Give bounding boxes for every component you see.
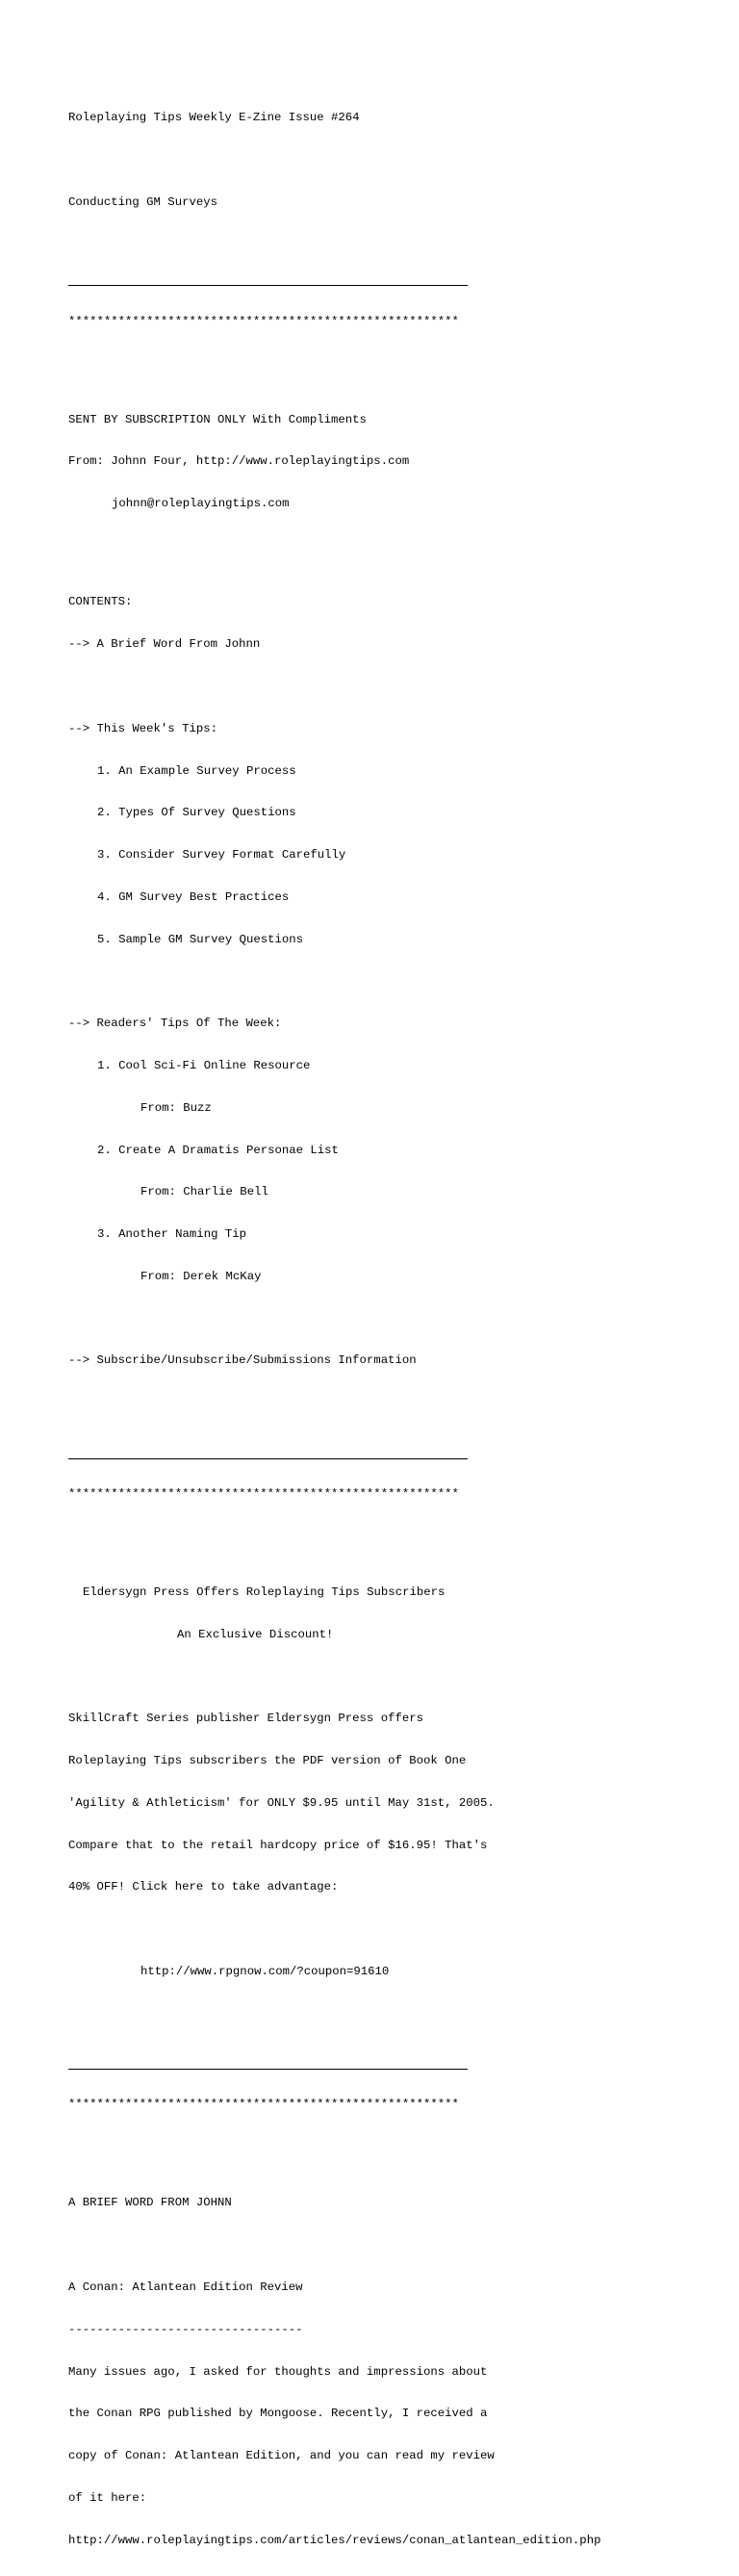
star-divider: ******************************************************* (68, 1486, 459, 1501)
review-body-line: of it here: (68, 2490, 147, 2505)
review-body-line: Many issues ago, I asked for thoughts and impressions about (68, 2364, 488, 2379)
ad-subtitle: An Exclusive Discount! (177, 1627, 334, 1641)
brief-word-heading: A BRIEF WORD FROM JOHNN (68, 2196, 232, 2210)
issue-subtitle: Conducting GM Surveys (68, 194, 217, 209)
star-divider: ******************************************************* (68, 2098, 459, 2112)
coupon-link[interactable]: http://www.rpgnow.com/?coupon=91610 (140, 1964, 390, 1978)
document-page (68, 83, 723, 2576)
review-body-line: the Conan RPG published by Mongoose. Recently, I received a (68, 2407, 488, 2421)
star-divider: ******************************************************* (68, 314, 459, 328)
reader-tip-title: 2. Create A Dramatis Personae List (97, 1143, 339, 1157)
review-title-underline: --------------------------------- (68, 2322, 303, 2336)
email-link[interactable]: johnn@roleplayingtips.com (112, 497, 290, 511)
ad-title: Eldersygn Press Offers Roleplaying Tips Subscribers (83, 1584, 446, 1599)
review-link[interactable]: http://www.roleplayingtips.com/articles/reviews/conan_atlantean_edition.php (68, 2533, 601, 2547)
reader-tip-from: From: Buzz (140, 1100, 212, 1115)
ad-body-line: 40% OFF! Click here to take advantage: (68, 1880, 339, 1894)
contents-item-subscribe: --> Subscribe/Unsubscribe/Submissions Information (68, 1353, 417, 1368)
reader-tip-from: From: Derek McKay (140, 1269, 262, 1283)
section-rule (68, 1458, 468, 1459)
tip-item: 1. An Example Survey Process (97, 763, 296, 778)
contents-item-brief-word: --> A Brief Word From Johnn (68, 637, 261, 652)
review-body-line: copy of Conan: Atlantean Edition, and you can read my review (68, 2449, 495, 2463)
reader-tip-title: 1. Cool Sci-Fi Online Resource (97, 1058, 311, 1072)
ad-body-line: SkillCraft Series publisher Eldersygn Press offers (68, 1712, 423, 1726)
ad-body-line: Compare that to the retail hardcopy price of $16.95! That's (68, 1838, 488, 1852)
contents-heading: CONTENTS: (68, 595, 133, 609)
contents-tips-heading: --> This Week's Tips: (68, 721, 217, 735)
readers-tips-heading: --> Readers' Tips Of The Week: (68, 1017, 282, 1031)
section-rule (68, 285, 468, 286)
tip-item: 5. Sample GM Survey Questions (97, 932, 304, 946)
from-line: From: Johnn Four, http://www.roleplayingtips.com (68, 454, 410, 469)
ad-body-line: 'Agility & Athleticism' for ONLY $9.95 until May 31st, 2005. (68, 1795, 495, 1810)
tip-item: 3. Consider Survey Format Carefully (97, 848, 346, 863)
reader-tip-title: 3. Another Naming Tip (97, 1227, 246, 1242)
tip-item: 4. GM Survey Best Practices (97, 889, 290, 904)
review-title: A Conan: Atlantean Edition Review (68, 2280, 303, 2295)
reader-tip-from: From: Charlie Bell (140, 1185, 268, 1199)
section-rule (68, 2069, 468, 2070)
ad-body-line: Roleplaying Tips subscribers the PDF version of Book One (68, 1754, 467, 1768)
tip-item: 2. Types Of Survey Questions (97, 806, 296, 820)
ezine-text (68, 83, 723, 2576)
ezine-title: Roleplaying Tips Weekly E-Zine Issue #264 (68, 111, 360, 125)
subscription-notice: SENT BY SUBSCRIPTION ONLY With Compliments (68, 412, 367, 426)
